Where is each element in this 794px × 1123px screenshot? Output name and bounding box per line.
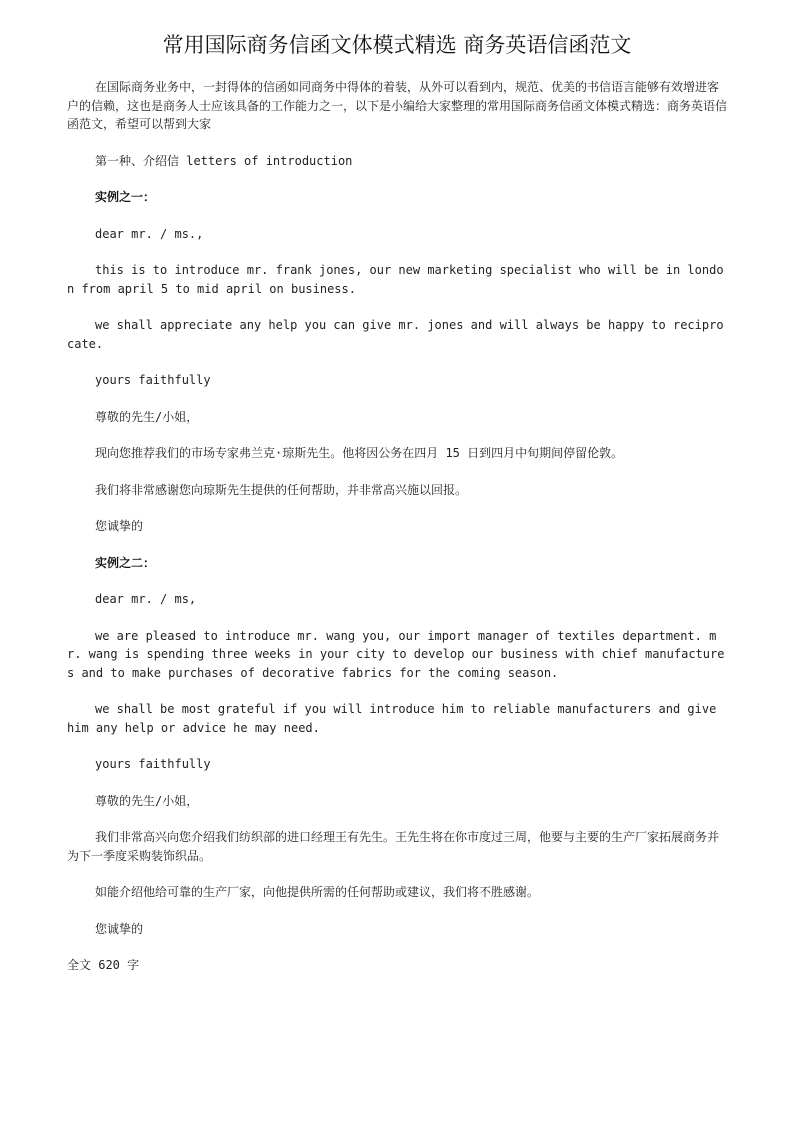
section-heading: 第一种、介绍信 letters of introduction [95,153,353,168]
letter-paragraph-cn: 现向您推荐我们的市场专家弗兰克·琼斯先生。他将因公务在四月 15 日到四月中旬期间停留伦敦。 [95,446,624,460]
letter-paragraph: this is to introduce mr. frank jones, our new marketing specialist who will be in london from april 5 to mid april on business. [67,263,724,296]
letter-paragraph-cn: 我们非常高兴向您介绍我们纺织部的进口经理王有先生。王先生将在你市度过三周，他要与主要的生产厂家拓展商务并为下一季度采购装饰织品。 [67,830,720,863]
example-heading: 实例之二： [95,555,156,570]
intro-paragraph: 在国际商务业务中，一封得体的信函如同商务中得体的着装，从外可以看到内，规范、优美的书信语言能够有效增进客户的信赖，这也是商务人士应该具备的工作能力之一，以下是小编给大家整理的常用国际商务信函文体模式精选：商务英语信函范文，希望可以帮到大家 [67,80,728,131]
closing-cn: 您诚挚的 [95,921,144,936]
document-body [67,78,727,993]
closing: yours faithfully [95,373,211,387]
salutation: dear mr. / ms, [95,592,197,606]
example-heading: 实例之一： [95,190,156,204]
page-title: 常用国际商务信函文体模式精选 商务英语信函范文 [162,33,632,57]
letter-paragraph-cn: 如能介绍他给可靠的生产厂家，向他提供所需的任何帮助或建议，我们将不胜感谢。 [95,885,540,899]
salutation: dear mr. / ms., [95,226,204,241]
letter-paragraph: we shall be most grateful if you will introduce him to reliable manufacturers and give him any help or advice he may need. [67,702,717,735]
letter-paragraph: we are pleased to introduce mr. wang you, our import manager of textiles department. mr. wang is spending three weeks in your city to develop our business with chief manufactures and to make purchases of decorative fabrics for the coming season. [67,628,725,680]
closing-cn: 您诚挚的 [95,519,144,533]
letter-paragraph: we shall appreciate any help you can give mr. jones and will always be happy to reciprocate. [67,318,724,351]
word-count: 全文 620 字 [67,958,140,972]
salutation-cn: 尊敬的先生/小姐， [95,793,199,808]
salutation-cn: 尊敬的先生/小姐， [95,409,199,424]
closing: yours faithfully [95,757,211,771]
letter-paragraph-cn: 我们将非常感谢您向琼斯先生提供的任何帮助，并非常高兴施以回报。 [95,482,468,497]
